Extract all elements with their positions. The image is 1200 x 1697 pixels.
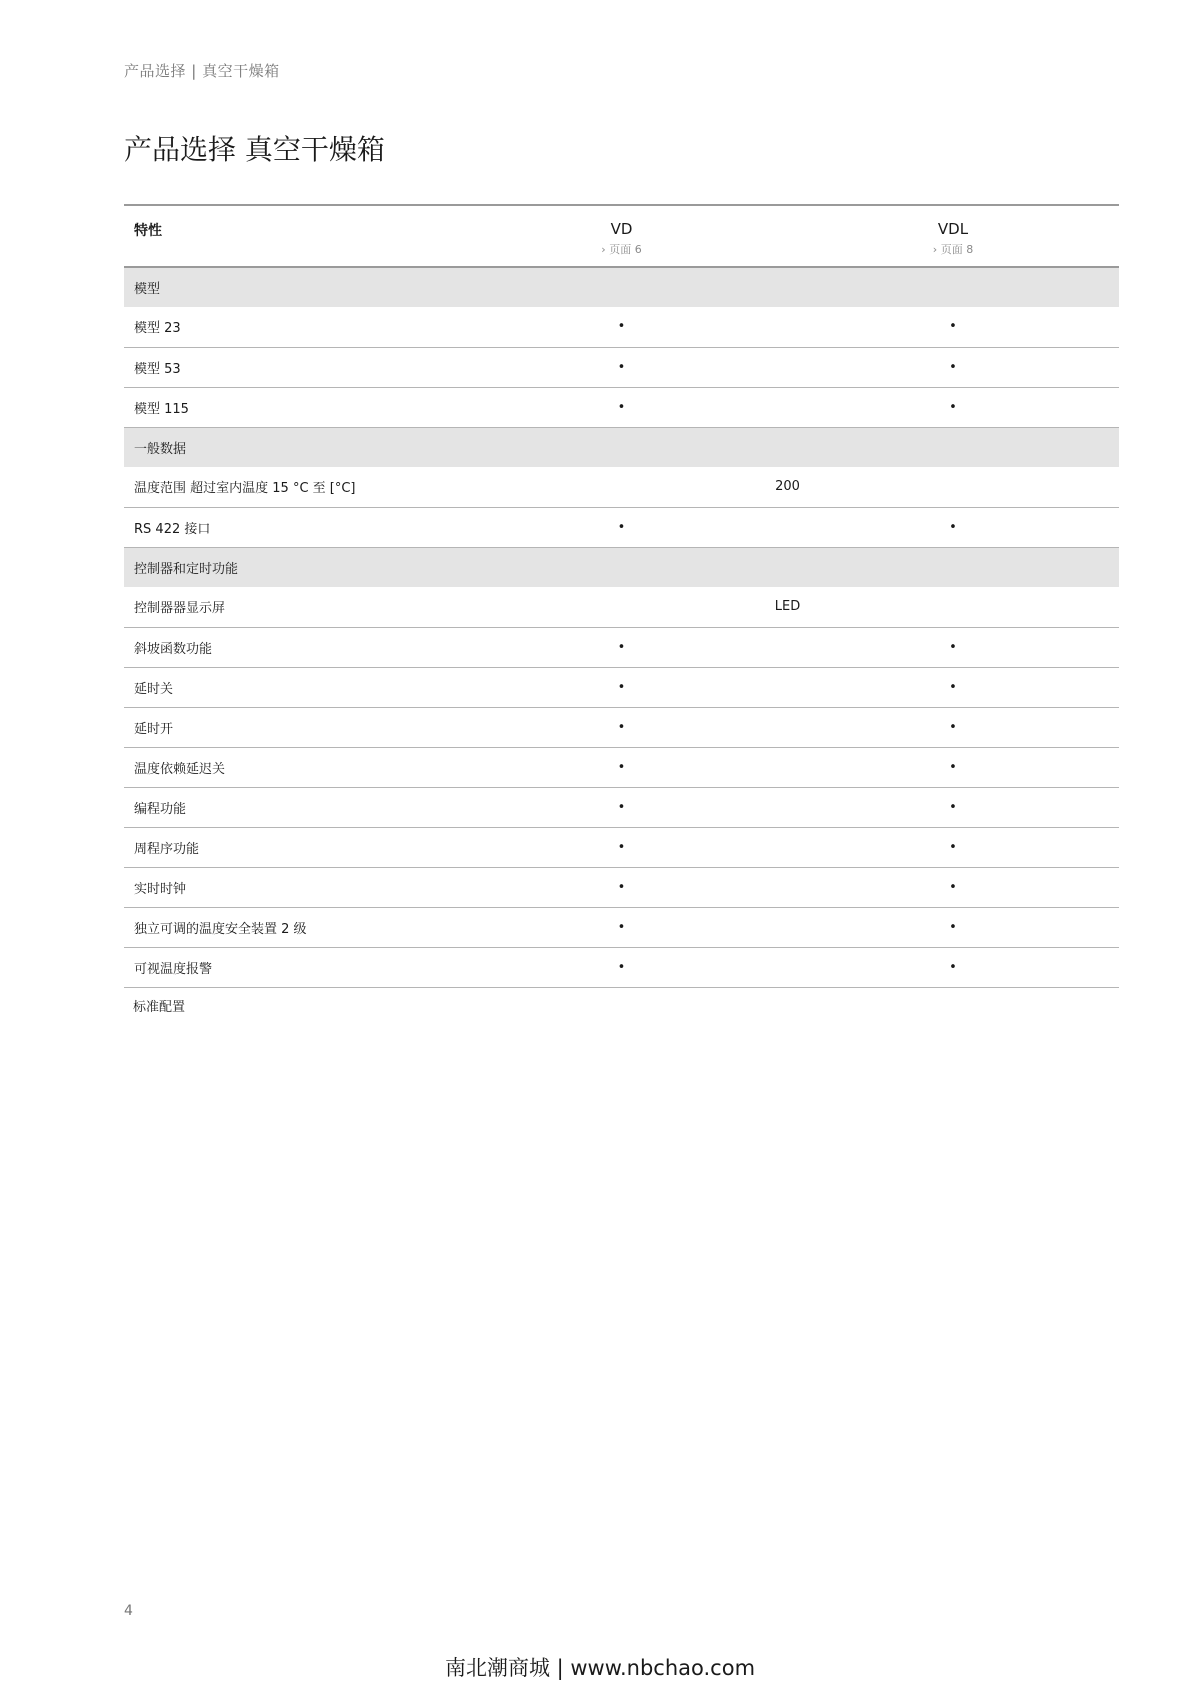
feature-label: 模型 53	[124, 347, 456, 387]
breadcrumb: 产品选择 | 真空干燥箱	[124, 62, 280, 80]
model-column-header-vd	[456, 205, 787, 267]
standard-mark: •	[456, 947, 787, 987]
section-label: 一般数据	[124, 427, 1119, 467]
standard-mark: •	[787, 707, 1119, 747]
table-row	[124, 827, 1119, 867]
model-name: VD	[610, 220, 633, 238]
table-row	[124, 787, 1119, 827]
section-label: 控制器和定时功能	[124, 547, 1119, 587]
feature-column-header: 特性	[124, 205, 456, 267]
table-row	[124, 387, 1119, 427]
standard-mark: •	[456, 387, 787, 427]
spec-table	[124, 204, 1119, 988]
standard-mark: •	[787, 507, 1119, 547]
table-row	[124, 307, 1119, 347]
model-column-header-vdl	[787, 205, 1119, 267]
shared-value: LED	[456, 587, 1119, 627]
table-row	[124, 907, 1119, 947]
page-number: 4	[124, 1603, 133, 1619]
standard-mark: •	[456, 907, 787, 947]
standard-mark: •	[456, 507, 787, 547]
table-row	[124, 507, 1119, 547]
feature-label: RS 422 接口	[124, 507, 456, 547]
table-row	[124, 347, 1119, 387]
feature-label: 斜坡函数功能	[124, 627, 456, 667]
page-title: 产品选择 真空干燥箱	[124, 133, 385, 166]
feature-label: 周程序功能	[124, 827, 456, 867]
standard-mark: •	[787, 667, 1119, 707]
page-ref-link[interactable]: › 页面 8	[932, 243, 974, 256]
standard-mark: •	[787, 747, 1119, 787]
feature-label: 实时时钟	[124, 867, 456, 907]
table-row	[124, 587, 1119, 627]
table-row	[124, 667, 1119, 707]
table-row	[124, 747, 1119, 787]
standard-mark: •	[456, 347, 787, 387]
table-row	[124, 627, 1119, 667]
feature-label: 温度依赖延迟关	[124, 747, 456, 787]
standard-mark: •	[456, 707, 787, 747]
standard-mark: •	[456, 667, 787, 707]
feature-label: 编程功能	[124, 787, 456, 827]
standard-mark: •	[456, 787, 787, 827]
standard-mark: •	[456, 747, 787, 787]
table-body	[124, 267, 1119, 987]
standard-mark: •	[456, 307, 787, 347]
page-ref-link[interactable]: › 页面 6	[601, 243, 642, 256]
table-row	[124, 707, 1119, 747]
feature-label: 温度范围 超过室内温度 15 °C 至 [°C]	[124, 467, 456, 507]
standard-mark: •	[787, 947, 1119, 987]
section-header-row	[124, 547, 1119, 587]
feature-label: 延时关	[124, 667, 456, 707]
section-label: 模型	[124, 267, 1119, 307]
standard-mark: •	[456, 867, 787, 907]
table-header-row	[124, 205, 1119, 267]
feature-label: 模型 23	[124, 307, 456, 347]
feature-label: 模型 115	[124, 387, 456, 427]
standard-mark: •	[787, 907, 1119, 947]
table-row	[124, 947, 1119, 987]
standard-mark: •	[456, 627, 787, 667]
section-header-row	[124, 267, 1119, 307]
feature-label: 可视温度报警	[124, 947, 456, 987]
standard-mark: •	[787, 627, 1119, 667]
standard-mark: •	[787, 867, 1119, 907]
feature-label: 延时开	[124, 707, 456, 747]
shared-value: 200	[456, 467, 1119, 507]
section-header-row	[124, 427, 1119, 467]
legend-note: 标准配置	[133, 1000, 186, 1015]
standard-mark: •	[787, 787, 1119, 827]
standard-mark: •	[456, 827, 787, 867]
standard-mark: •	[787, 387, 1119, 427]
site-footer: 南北潮商城 | www.nbchao.com	[444, 1656, 756, 1680]
feature-label: 控制器器显示屏	[124, 587, 456, 627]
table-row	[124, 867, 1119, 907]
feature-label: 独立可调的温度安全装置 2 级	[124, 907, 456, 947]
model-name: VDL	[937, 220, 969, 238]
standard-mark: •	[787, 827, 1119, 867]
standard-mark: •	[787, 347, 1119, 387]
table-header	[124, 205, 1119, 267]
standard-mark: •	[787, 307, 1119, 347]
table-row	[124, 467, 1119, 507]
